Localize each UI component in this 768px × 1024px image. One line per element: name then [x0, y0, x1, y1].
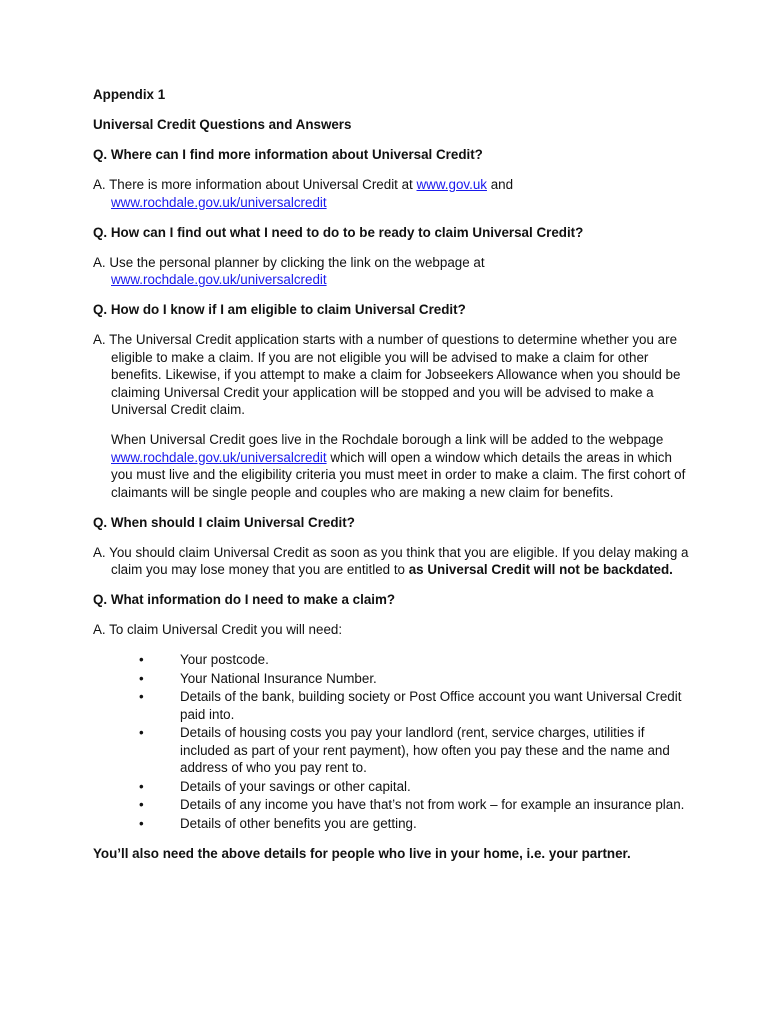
bullet-icon: • — [139, 670, 144, 686]
bullet-icon: • — [139, 797, 144, 812]
appendix-heading: Appendix 1 — [93, 87, 166, 102]
answer-2-text: A. Use the personal planner by clicking the link on the webpage at — [93, 254, 485, 270]
list-item — [93, 670, 693, 688]
personal-planner-link[interactable]: www.rochdale.gov.uk/universalcredit — [111, 272, 327, 287]
eligibility-link[interactable]: www.rochdale.gov.uk/universalcredit — [111, 449, 327, 465]
question-2: Q. How can I find out what I need to do to be ready to claim Universal Credit? — [93, 224, 584, 240]
answer-5: A. To claim Universal Credit you will need: — [93, 622, 343, 637]
list-item-text: Your National Insurance Number. — [180, 670, 377, 686]
bullet-icon: • — [139, 652, 144, 667]
answer-1-text: A. There is more information about Universal Credit at — [93, 177, 417, 192]
bullet-icon: • — [139, 689, 144, 704]
bullet-icon: • — [139, 778, 144, 794]
bullet-icon: • — [139, 725, 144, 740]
list-item — [93, 778, 693, 796]
list-item-text: Details of other benefits you are getting. — [180, 815, 417, 831]
answer-1-and: and — [486, 177, 514, 192]
backdated-warning: as Universal Credit will not be backdated. — [408, 562, 673, 577]
list-item — [93, 796, 693, 814]
answer-4-text: A. You should claim Universal Credit as soon as you think that you are eligible. If you delay making a claim you may lose money that you are entitled to — [93, 544, 689, 577]
bullet-icon: • — [139, 815, 144, 831]
question-1: Q. Where can I find more information about Universal Credit? — [93, 147, 483, 162]
answer-2 — [93, 254, 693, 289]
list-item-text: Details of any income you have that’s not from work – for example an insurance plan. — [180, 797, 685, 812]
list-item — [93, 688, 693, 723]
answer-4 — [93, 544, 693, 579]
requirements-list — [93, 651, 693, 832]
answer-3-p2-text: When Universal Credit goes live in the Rochdale borough a link will be added to the webpage — [111, 432, 664, 447]
list-item-text: Details of the bank, building society or Post Office account you want Universal Credit paid into. — [180, 689, 682, 722]
list-item-text: Details of housing costs you pay your landlord (rent, service charges, utilities if included as part of your rent payment), how often you pay these and the name and address of who you pay rent to. — [180, 725, 670, 775]
document-body — [93, 86, 693, 862]
list-item — [93, 651, 693, 669]
document-title: Universal Credit Questions and Answers — [93, 117, 352, 132]
answer-3-p2-suffix: which will open a window which details the areas in which you must live and the eligibility criteria you must meet in order to make a claim. The first cohort of claimants will be single people and couples who are making a new claim for benefits. — [111, 449, 686, 500]
rochdale-universal-credit-link[interactable]: www.rochdale.gov.uk/universalcredit — [111, 194, 327, 210]
gov-uk-link[interactable]: www.gov.uk — [416, 177, 487, 192]
answer-3-continued — [93, 431, 693, 501]
answer-3: A. The Universal Credit application starts with a number of questions to determine whether you are eligible to make a claim. If you are not eligible you will be advised to make a claim for other benefits. Likewise, if you attempt to make a claim for Jobseekers Allowance when you should be claiming Universal Credit your application will be stopped and you will be advised to make a Universal Credit claim. — [93, 332, 681, 417]
partner-details-note: You’ll also need the above details for people who live in your home, i.e. your partner. — [93, 845, 631, 861]
question-3: Q. How do I know if I am eligible to claim Universal Credit? — [93, 302, 466, 317]
list-item-text: Your postcode. — [180, 652, 269, 667]
list-item-text: Details of your savings or other capital. — [180, 778, 411, 794]
question-4: Q. When should I claim Universal Credit? — [93, 514, 355, 530]
answer-1 — [93, 176, 693, 211]
list-item — [93, 724, 693, 777]
list-item — [93, 815, 693, 833]
question-5: Q. What information do I need to make a claim? — [93, 592, 396, 607]
